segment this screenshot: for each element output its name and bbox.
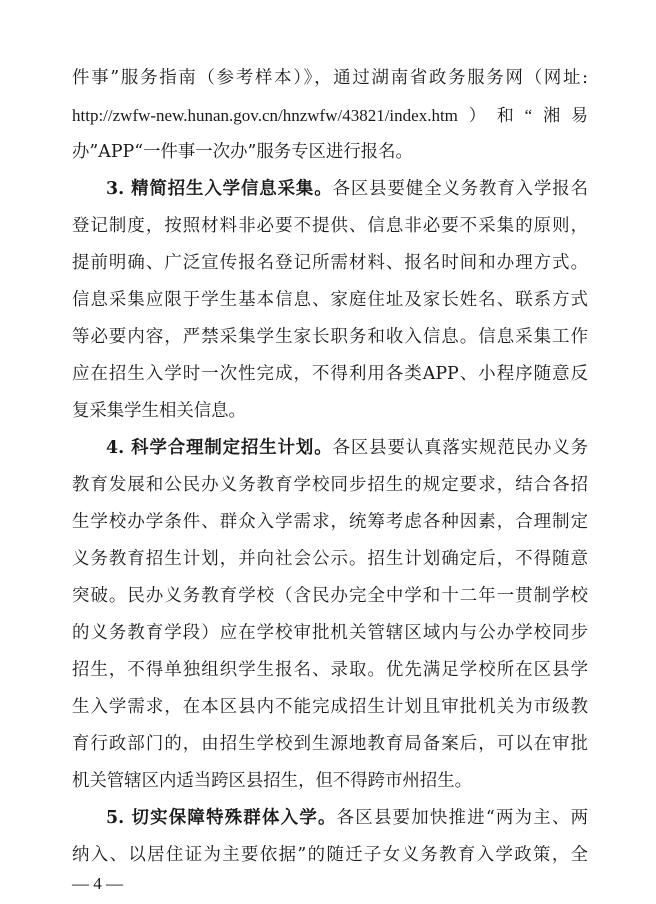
text-line [72, 321, 588, 354]
section-3-heading-line [106, 173, 588, 206]
text-line [72, 839, 588, 872]
line-text: 生入学需求，在本区县内不能完成招生计划且审批机关为市级教 [72, 697, 588, 717]
line-text: 生学校办学条件、群众入学需求，统筹考虑各种因素，合理制定 [72, 512, 588, 532]
section-5-heading-line [106, 802, 588, 835]
text-line [72, 691, 588, 724]
text-line [72, 506, 588, 539]
section-4-heading-line [106, 432, 588, 465]
text-line [72, 765, 588, 798]
line-text: 提前明确、广泛宣传报名登记所需材料、报名时间和办理方式。 [72, 253, 588, 273]
text-line [72, 395, 588, 428]
text-line [72, 284, 588, 317]
section-3-heading: 3. 精简招生入学信息采集。 [106, 179, 333, 199]
line-text: 各区县要健全义务教育入学报名 [332, 179, 588, 199]
text-line [72, 210, 588, 243]
text-line [72, 62, 588, 95]
line-text: 应在招生入学时一次性完成，不得利用各类APP、小程序随意反 [72, 364, 588, 384]
line-text: 信息采集应限于学生基本信息、家庭住址及家长姓名、联系方式 [72, 290, 588, 310]
text-line [72, 358, 588, 391]
line-text: 教育发展和公民办义务教育学校同步招生的规定要求，结合各招 [72, 475, 588, 495]
text-line [72, 728, 588, 761]
section-4-heading: 4. 科学合理制定招生计划。 [106, 438, 333, 458]
line-text: 各区县要加快推进“两为主、两 [336, 808, 588, 828]
line-text: 义务教育招生计划，并向社会公示。招生计划确定后，不得随意 [72, 549, 588, 569]
page-number: — 4 — [72, 874, 123, 893]
line-text: 的义务教育学段）应在学校审批机关管辖区域内与公办学校同步 [72, 623, 588, 643]
text-line [72, 543, 588, 576]
text-line [72, 247, 588, 280]
line-text: 各区县要认真落实规范民办义务 [332, 438, 588, 458]
text-line [72, 580, 588, 613]
line-text: 机关管辖区内适当跨区县招生，但不得跨市州招生。 [72, 771, 472, 791]
line-text: 登记制度，按照材料非必要不提供、信息非必要不采集的原则， [72, 216, 588, 236]
section-5-heading: 5. 切实保障特殊群体入学。 [106, 808, 337, 828]
line-text: 复采集学生相关信息。 [72, 401, 246, 421]
line-text: 件事”服务指南（参考样本）》，通过湖南省政务服务网（网址: [72, 68, 588, 88]
line-text: http://zwfw-new.hunan.gov.cn/hnzwfw/43821/index.htm）和“湘易 [72, 106, 588, 125]
text-line-url [72, 99, 588, 132]
text-line [72, 136, 588, 169]
line-text: 突破。民办义务教育学校（含民办完全中学和十二年一贯制学校 [72, 586, 588, 606]
text-line [72, 469, 588, 502]
text-line [72, 654, 588, 687]
line-text: 纳入、以居住证为主要依据”的随迁子女义务教育入学政策，全 [72, 845, 588, 865]
line-text: 育行政部门的，由招生学校到生源地教育局备案后，可以在审批 [72, 734, 588, 754]
line-text: 办”APP“一件事一次办”服务专区进行报名。 [72, 142, 413, 162]
line-text: 等必要内容，严禁采集学生家长职务和收入信息。信息采集工作 [72, 327, 588, 347]
text-line [72, 617, 588, 650]
line-text: 招生，不得单独组织学生报名、录取。优先满足学校所在区县学 [72, 660, 588, 680]
